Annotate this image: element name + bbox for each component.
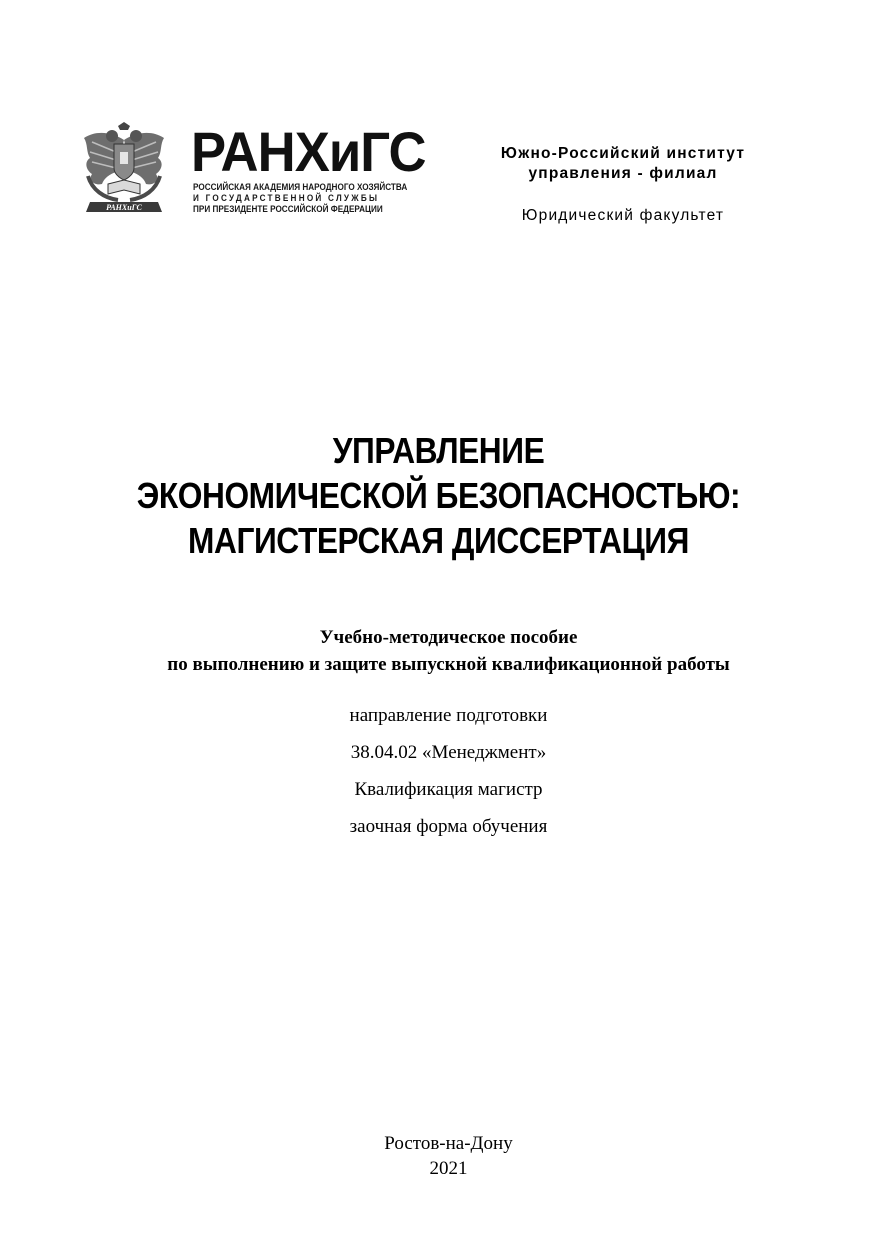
logo-wordmark: РАНХиГС xyxy=(191,120,426,183)
subtitle-line-1: Учебно-методическое пособие xyxy=(319,627,578,648)
institute-name-line-1: Южно-Российский институт xyxy=(500,145,746,162)
institute-name-line-2: управления - филиал xyxy=(528,165,718,182)
study-form: заочная форма обучения xyxy=(349,816,548,837)
header xyxy=(78,122,798,222)
document-title xyxy=(0,428,877,563)
logo-subtitle-line-1: РОССИЙСКАЯ АКАДЕМИЯ НАРОДНОГО ХОЗЯЙСТВА xyxy=(193,182,408,193)
qualification: Квалификация магистр xyxy=(354,779,543,800)
institute-name xyxy=(473,144,773,184)
direction-label: направление подготовки xyxy=(349,705,548,726)
title-line-2: ЭКОНОМИЧЕСКОЙ БЕЗОПАСНОСТЬЮ: xyxy=(136,475,741,516)
document-subtitle xyxy=(0,624,877,678)
direction-code: 38.04.02 «Менеджмент» xyxy=(350,742,547,763)
imprint-year: 2021 xyxy=(429,1158,468,1179)
imprint xyxy=(0,1131,877,1181)
faculty-name: Юридический факультет xyxy=(521,207,725,224)
title-line-3: МАГИСТЕРСКАЯ ДИССЕРТАЦИЯ xyxy=(188,520,689,561)
logo-subtitle-line-2: И ГОСУДАРСТВЕННОЙ СЛУЖБЫ xyxy=(193,193,380,204)
title-line-1: УПРАВЛЕНИЕ xyxy=(332,430,545,471)
ranepa-logo xyxy=(191,120,451,218)
logo-subtitle-line-3: ПРИ ПРЕЗИДЕНТЕ РОССИЙСКОЙ ФЕДЕРАЦИИ xyxy=(193,204,383,215)
imprint-city: Ростов-на-Дону xyxy=(384,1133,513,1154)
emblem-ribbon-text: РАНХиГС xyxy=(106,203,142,212)
double-headed-eagle-emblem xyxy=(78,122,170,216)
subtitle-line-2: по выполнению и защите выпускной квалификационной работы xyxy=(167,654,730,675)
